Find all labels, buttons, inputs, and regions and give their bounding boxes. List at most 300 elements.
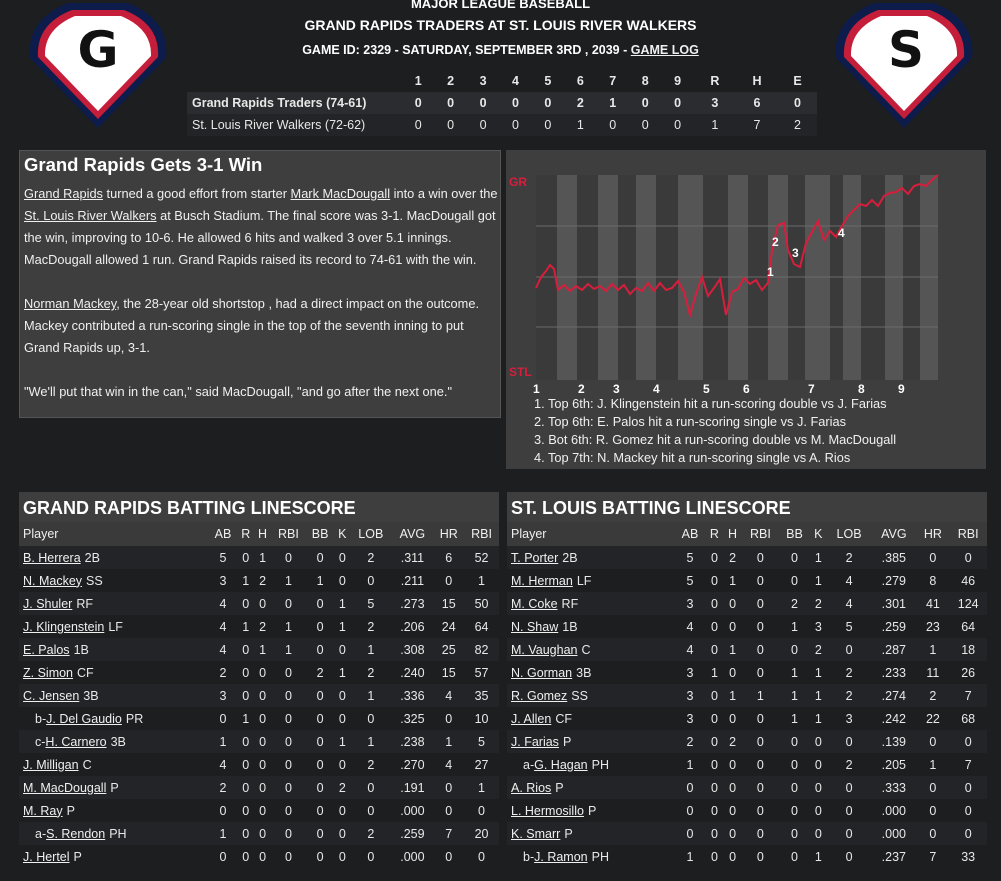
player-link[interactable]: N. Mackey	[23, 573, 83, 588]
game-info-text: GAME ID: 2329 - SATURDAY, SEPTEMBER 3RD , 2039 -	[302, 43, 631, 57]
batting-col-header: AVG	[871, 522, 916, 546]
wp-inning-label: 7	[808, 382, 815, 395]
stat-cell: 2	[254, 569, 271, 592]
batting-header-row	[507, 522, 987, 546]
player-cell	[19, 661, 209, 684]
stat-cell: 2	[675, 730, 706, 753]
player-link[interactable]: C. Jensen	[23, 688, 80, 703]
stat-cell: 1	[810, 546, 827, 569]
stat-cell: .259	[871, 615, 916, 638]
stat-cell: 1	[209, 730, 238, 753]
stat-cell: 0	[254, 776, 271, 799]
player-cell	[19, 546, 209, 569]
recap-quote: "We'll put that win in the can," said MacDougall, "and go after the next one."	[24, 384, 452, 399]
stat-cell: 0	[334, 822, 350, 845]
stat-cell: .206	[391, 615, 433, 638]
player-position: 2B	[84, 550, 100, 565]
stat-cell: 0	[810, 799, 827, 822]
batting-row	[19, 730, 499, 753]
stat-cell: 0	[949, 776, 987, 799]
stat-cell: 0	[271, 822, 306, 845]
stat-cell: 0	[779, 638, 810, 661]
batting-row	[507, 707, 987, 730]
stat-cell: 4	[827, 569, 871, 592]
linescore-col: E	[778, 70, 817, 92]
batting-col-header: K	[334, 522, 350, 546]
stat-cell: 1	[779, 661, 810, 684]
player-cell	[19, 592, 209, 615]
player-link[interactable]: J. Hertel	[23, 849, 70, 864]
player-cell	[507, 661, 675, 684]
batting-row	[19, 776, 499, 799]
stat-cell: 2	[254, 615, 271, 638]
stat-cell: 0	[433, 845, 464, 868]
stat-cell: 1	[675, 845, 706, 868]
recap-link[interactable]: St. Louis River Walkers	[24, 208, 157, 223]
recap-paragraph-1	[24, 183, 498, 271]
stat-cell: 35	[464, 684, 499, 707]
stat-cell: 0	[306, 822, 335, 845]
batting-row	[507, 615, 987, 638]
stat-cell: 23	[916, 615, 949, 638]
home-logo-letter: S	[887, 21, 925, 79]
stat-cell: 0	[705, 753, 723, 776]
stat-cell: 0	[675, 799, 706, 822]
linescore-col: 2	[434, 70, 466, 92]
player-link[interactable]: H. Carnero	[45, 734, 107, 749]
batting-col-header: R	[705, 522, 723, 546]
stat-cell: 2	[810, 638, 827, 661]
stat-cell: 1	[779, 615, 810, 638]
stat-cell: 0	[306, 845, 335, 868]
stat-cell: 2	[209, 776, 238, 799]
stat-cell: 4	[827, 592, 871, 615]
stat-cell: 0	[723, 845, 741, 868]
stat-cell: 1	[254, 638, 271, 661]
away-batting-section	[19, 492, 499, 868]
stat-cell: 0	[723, 753, 741, 776]
away-logo-letter: G	[77, 21, 119, 79]
batting-col-header: AVG	[391, 522, 433, 546]
player-link[interactable]: N. Gorman	[511, 665, 573, 680]
stat-cell: 0	[810, 822, 827, 845]
stat-cell: 0	[742, 776, 780, 799]
player-position: CF	[77, 665, 94, 680]
batting-col-header: AB	[675, 522, 706, 546]
stat-cell: 0	[779, 822, 810, 845]
batting-row	[19, 707, 499, 730]
sub-prefix: a-	[523, 757, 535, 772]
batting-col-header: BB	[779, 522, 810, 546]
stat-cell: 0	[742, 799, 780, 822]
stat-cell: 1	[350, 684, 391, 707]
sub-prefix: b-	[35, 711, 47, 726]
player-position: P	[564, 826, 573, 841]
stat-cell: 2	[827, 546, 871, 569]
player-cell	[19, 822, 209, 845]
player-link[interactable]: T. Porter	[511, 550, 559, 565]
linescore-cell: 0	[629, 92, 661, 114]
stat-cell: 0	[237, 661, 254, 684]
stat-cell: 0	[306, 684, 335, 707]
stat-cell: 1	[334, 661, 350, 684]
stat-cell: 0	[237, 845, 254, 868]
wp-top-label: GR	[509, 175, 527, 189]
stat-cell: 0	[827, 776, 871, 799]
stat-cell: 15	[433, 661, 464, 684]
stat-cell: 25	[433, 638, 464, 661]
stat-cell: 3	[209, 569, 238, 592]
batting-row	[19, 753, 499, 776]
stat-cell: 24	[433, 615, 464, 638]
player-position: 1B	[562, 619, 578, 634]
stat-cell: 1	[723, 569, 741, 592]
stat-cell: 2	[810, 592, 827, 615]
stat-cell: 0	[271, 730, 306, 753]
stat-cell: 18	[949, 638, 987, 661]
linescore-cell: 2	[778, 114, 817, 136]
player-cell	[507, 684, 675, 707]
stat-cell: 1	[237, 569, 254, 592]
player-link[interactable]: S. Rendon	[46, 826, 106, 841]
player-link[interactable]: J. Farias	[511, 734, 559, 749]
player-link[interactable]: L. Hermosillo	[511, 803, 584, 818]
batting-row	[19, 546, 499, 569]
wp-marker-4: 4	[838, 226, 845, 240]
stat-cell: 0	[742, 592, 780, 615]
stat-cell: 0	[949, 730, 987, 753]
recap-link[interactable]: Mark MacDougall	[290, 186, 391, 201]
stat-cell: 0	[350, 799, 391, 822]
player-link[interactable]: M. Ray	[23, 803, 63, 818]
game-log-link[interactable]: GAME LOG	[630, 43, 699, 57]
stat-cell: 0	[705, 730, 723, 753]
recap-link[interactable]: Norman Mackey	[24, 296, 117, 311]
stat-cell: .385	[871, 546, 916, 569]
stat-cell: 0	[742, 661, 780, 684]
player-cell	[19, 799, 209, 822]
matchup-title: GRAND RAPIDS TRADERS AT ST. LOUIS RIVER WALKERS	[304, 17, 697, 33]
home-batting-title: ST. LOUIS BATTING LINESCORE	[507, 492, 987, 522]
batting-row	[19, 569, 499, 592]
stat-cell: 1	[237, 615, 254, 638]
batting-row	[507, 592, 987, 615]
batting-row	[19, 592, 499, 615]
stat-cell: .000	[391, 845, 433, 868]
linescore-col: 1	[402, 70, 434, 92]
stat-cell: 0	[949, 546, 987, 569]
stat-cell: 4	[675, 615, 706, 638]
player-cell	[19, 845, 209, 868]
stat-cell: 0	[827, 799, 871, 822]
away-batting-title: GRAND RAPIDS BATTING LINESCORE	[19, 492, 499, 522]
stat-cell: .205	[871, 753, 916, 776]
stat-cell: 2	[350, 753, 391, 776]
batting-col-header: Player	[19, 522, 209, 546]
stat-cell: 0	[254, 730, 271, 753]
batting-row	[507, 822, 987, 845]
batting-col-header: HR	[916, 522, 949, 546]
batting-col-header: H	[254, 522, 271, 546]
player-cell	[507, 546, 675, 569]
player-cell	[19, 776, 209, 799]
batting-row	[507, 661, 987, 684]
stat-cell: 0	[334, 753, 350, 776]
batting-row	[19, 684, 499, 707]
batting-col-header: K	[810, 522, 827, 546]
player-link[interactable]: J. Ramon	[534, 849, 588, 864]
player-position: PR	[125, 711, 144, 726]
player-link[interactable]: M. MacDougall	[23, 780, 107, 795]
stat-cell: 0	[723, 799, 741, 822]
linescore-cell: 0	[532, 92, 564, 114]
linescore-cell: 1	[694, 114, 736, 136]
stat-cell: 3	[810, 615, 827, 638]
stat-cell: 3	[675, 684, 706, 707]
stat-cell: 0	[334, 684, 350, 707]
stat-cell: 0	[779, 776, 810, 799]
player-position: PH	[109, 826, 127, 841]
stat-cell: 82	[464, 638, 499, 661]
stat-cell: 0	[271, 684, 306, 707]
recap-title: Grand Rapids Gets 3-1 Win	[24, 154, 263, 175]
stat-cell: 0	[306, 707, 335, 730]
linescore-col: R	[694, 70, 736, 92]
player-link[interactable]: E. Palos	[23, 642, 70, 657]
stat-cell: 0	[237, 753, 254, 776]
player-link[interactable]: M. Vaughan	[511, 642, 578, 657]
game-info	[0, 43, 1001, 57]
player-link[interactable]: G. Hagan	[534, 757, 588, 772]
stat-cell: .000	[871, 799, 916, 822]
stat-cell: 0	[705, 799, 723, 822]
stat-cell: 7	[949, 753, 987, 776]
linescore-col: 4	[499, 70, 531, 92]
linescore-cell: 6	[736, 92, 778, 114]
stat-cell: 4	[209, 615, 238, 638]
stat-cell: .191	[391, 776, 433, 799]
stat-cell: 1	[810, 707, 827, 730]
stat-cell: 0	[433, 776, 464, 799]
linescore-cell: 0	[661, 114, 693, 136]
stat-cell: 5	[675, 546, 706, 569]
recap-link[interactable]: Grand Rapids	[24, 186, 103, 201]
batting-row	[507, 753, 987, 776]
player-position: C	[82, 757, 92, 772]
stat-cell: 5	[827, 615, 871, 638]
batting-row	[507, 845, 987, 868]
stat-cell: 1	[810, 661, 827, 684]
stat-cell: 0	[271, 753, 306, 776]
stat-cell: 0	[916, 776, 949, 799]
stat-cell: 5	[350, 592, 391, 615]
player-link[interactable]: M. Coke	[511, 596, 558, 611]
stat-cell: 4	[209, 753, 238, 776]
stat-cell: 52	[464, 546, 499, 569]
stat-cell: 0	[723, 592, 741, 615]
batting-row	[507, 799, 987, 822]
player-link[interactable]: J. Milligan	[23, 757, 79, 772]
batting-row	[19, 661, 499, 684]
stat-cell: 0	[271, 707, 306, 730]
batting-col-header: RBI	[271, 522, 306, 546]
stat-cell: 26	[949, 661, 987, 684]
stat-cell: 6	[433, 546, 464, 569]
stat-cell: 0	[306, 776, 335, 799]
linescore-cell: 0	[532, 114, 564, 136]
batting-col-header: LOB	[827, 522, 871, 546]
stat-cell: .336	[391, 684, 433, 707]
player-cell	[507, 638, 675, 661]
linescore-cell: 0	[467, 114, 499, 136]
stat-cell: 0	[705, 638, 723, 661]
stat-cell: 124	[949, 592, 987, 615]
player-position: P	[562, 734, 572, 749]
stat-cell: 0	[705, 776, 723, 799]
stat-cell: 0	[742, 569, 780, 592]
linescore-cell: 0	[778, 92, 817, 114]
player-link[interactable]: J. Shuler	[23, 596, 73, 611]
stat-cell: 2	[306, 661, 335, 684]
sub-prefix: b-	[523, 849, 535, 864]
stat-cell: 7	[916, 845, 949, 868]
recap-text: , the 28-year old shortstop , had a direct impact on the outcome. Mackey contributed a run-scoring single in the top of the seventh inning to put Grand Rapids up, 3-1.	[24, 296, 479, 355]
player-link[interactable]: J. Allen	[511, 711, 552, 726]
player-link[interactable]: J. Klingenstein	[23, 619, 105, 634]
stat-cell: 1	[350, 730, 391, 753]
player-link[interactable]: Z. Simon	[23, 665, 74, 680]
stat-cell: 0	[334, 845, 350, 868]
stat-cell: 0	[254, 684, 271, 707]
stat-cell: 22	[916, 707, 949, 730]
linescore-cell: 0	[499, 114, 531, 136]
stat-cell: 0	[705, 822, 723, 845]
player-cell	[507, 776, 675, 799]
stat-cell: 27	[464, 753, 499, 776]
stat-cell: 0	[779, 799, 810, 822]
stat-cell: 7	[433, 822, 464, 845]
stat-cell: 2	[209, 661, 238, 684]
batting-row	[19, 799, 499, 822]
linescore-cell: 0	[402, 92, 434, 114]
player-link[interactable]: M. Herman	[511, 573, 573, 588]
player-cell	[19, 684, 209, 707]
player-cell	[507, 615, 675, 638]
stat-cell: 1	[675, 753, 706, 776]
stat-cell: 1	[254, 546, 271, 569]
stat-cell: 0	[254, 845, 271, 868]
stat-cell: 0	[433, 799, 464, 822]
stat-cell: 2	[350, 661, 391, 684]
wp-inning-label: 2	[578, 382, 585, 395]
linescore-col: 6	[564, 70, 596, 92]
stat-cell: 1	[705, 661, 723, 684]
stat-cell: 1	[271, 569, 306, 592]
game-linescore	[187, 70, 817, 136]
stat-cell: 1	[464, 569, 499, 592]
stat-cell: 0	[209, 845, 238, 868]
wp-inning-label: 1	[533, 382, 540, 395]
stat-cell: 0	[742, 707, 780, 730]
wp-inning-label: 8	[858, 382, 865, 395]
stat-cell: 0	[810, 753, 827, 776]
stat-cell: .000	[871, 822, 916, 845]
stat-cell: 1	[209, 822, 238, 845]
stat-cell: 0	[306, 592, 335, 615]
stat-cell: 0	[254, 661, 271, 684]
stat-cell: 0	[306, 615, 335, 638]
batting-row	[19, 822, 499, 845]
wp-note: 3. Bot 6th: R. Gomez hit a run-scoring double vs M. MacDougall	[534, 432, 897, 447]
linescore-col: 9	[661, 70, 693, 92]
player-link[interactable]: J. Del Gaudio	[46, 711, 122, 726]
stat-cell: 0	[705, 845, 723, 868]
player-position: SS	[86, 573, 103, 588]
batting-row	[507, 730, 987, 753]
player-position: 1B	[73, 642, 89, 657]
player-position: PH	[591, 849, 609, 864]
stat-cell: 0	[723, 822, 741, 845]
stat-cell: .279	[871, 569, 916, 592]
wp-note: 2. Top 6th: E. Palos hit a run-scoring single vs J. Farias	[534, 414, 847, 429]
stat-cell: 0	[779, 730, 810, 753]
home-batting-table	[507, 522, 987, 868]
player-link[interactable]: R. Gomez	[511, 688, 568, 703]
stat-cell: 1	[810, 569, 827, 592]
linescore-col: 3	[467, 70, 499, 92]
stat-cell: 0	[237, 799, 254, 822]
stat-cell: 0	[675, 822, 706, 845]
stat-cell: 0	[254, 707, 271, 730]
player-link[interactable]: N. Shaw	[511, 619, 559, 634]
player-link[interactable]: K. Smarr	[511, 826, 561, 841]
stat-cell: 0	[254, 822, 271, 845]
stat-cell: 1	[916, 753, 949, 776]
batting-col-header: RBI	[464, 522, 499, 546]
stat-cell: 5	[464, 730, 499, 753]
player-link[interactable]: B. Herrera	[23, 550, 81, 565]
stat-cell: .301	[871, 592, 916, 615]
stat-cell: 0	[705, 546, 723, 569]
batting-col-header: BB	[306, 522, 335, 546]
linescore-cell: 7	[736, 114, 778, 136]
stat-cell: 1	[723, 684, 741, 707]
stat-cell: 0	[306, 730, 335, 753]
home-batting-section	[507, 492, 987, 868]
batting-row	[507, 776, 987, 799]
player-position: RF	[76, 596, 94, 611]
stat-cell: 46	[949, 569, 987, 592]
stat-cell: 0	[723, 707, 741, 730]
stat-cell: 2	[779, 592, 810, 615]
player-cell	[507, 799, 675, 822]
player-link[interactable]: A. Rios	[511, 780, 552, 795]
stat-cell: 0	[779, 845, 810, 868]
recap-paragraph-2	[24, 293, 498, 359]
stat-cell: 0	[742, 638, 780, 661]
linescore-team: Grand Rapids Traders (74-61)	[187, 92, 402, 114]
stat-cell: 1	[334, 615, 350, 638]
stat-cell: 1	[742, 684, 780, 707]
stat-cell: 0	[350, 569, 391, 592]
linescore-cell: 0	[434, 92, 466, 114]
away-batting-table	[19, 522, 499, 868]
stat-cell: 0	[271, 845, 306, 868]
stat-cell: 0	[209, 707, 238, 730]
linescore-col: 8	[629, 70, 661, 92]
stat-cell: 0	[237, 592, 254, 615]
stat-cell: 0	[306, 799, 335, 822]
